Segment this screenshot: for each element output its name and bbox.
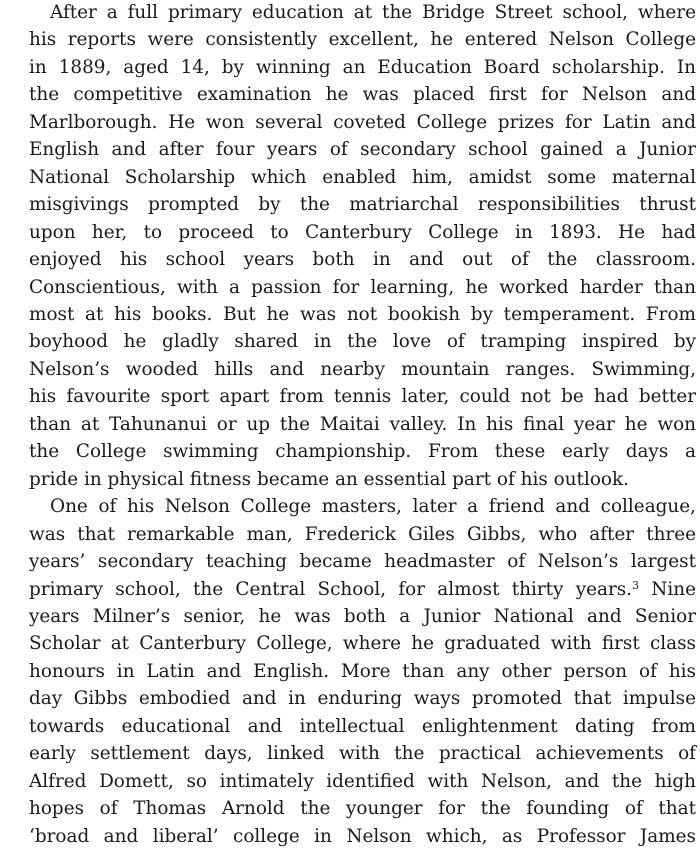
text-line: years’ secondary teaching became headmaster of Nelson’s largest (29, 551, 696, 573)
text-line: in 1889, aged 14, by winning an Education Board scholarship. In (29, 56, 696, 78)
text-line: English and after four years of secondary school gained a Junior (29, 139, 696, 161)
text-line: One of his Nelson College masters, later a friend and colleague, (50, 496, 696, 518)
text-line: National Scholarship which enabled him, amidst some maternal (29, 166, 696, 188)
text-line: early settlement days, linked with the practical achievements of (29, 743, 696, 765)
text-line: pride in physical fitness became an essential part of his outlook. (29, 468, 629, 490)
text-line: misgivings prompted by the matriarchal responsibilities thrust (29, 194, 696, 216)
text-line: the competitive examination he was placed first for Nelson and (29, 84, 696, 106)
text-line: Alfred Domett, so intimately identified with Nelson, and the high (29, 770, 696, 792)
text-line: Conscientious, with a passion for learning, he worked harder than (29, 276, 696, 298)
text-line: the College swimming championship. From these early days a (29, 441, 696, 463)
text-line: towards educational and intellectual enlightenment dating from (29, 715, 696, 737)
text-line: boyhood he gladly shared in the love of tramping inspired by (29, 331, 696, 353)
text-line: honours in Latin and English. More than any other person of his (29, 660, 696, 682)
text-line: Marlborough. He won several coveted College prizes for Latin and (29, 111, 696, 133)
text-line: his favourite sport apart from tennis later, could not be had better (29, 386, 696, 408)
text-line: Nelson’s wooded hills and nearby mountain ranges. Swimming, (29, 358, 696, 380)
footnote-ref[interactable]: 3 (632, 578, 640, 592)
text-line-with-footnote (8, 576, 696, 603)
text-line: than at Tahunanui or up the Maitai valley. In his final year he won (29, 413, 696, 435)
text-segment: primary school, the Central School, for almost thirty years. (29, 578, 633, 600)
text-line: most at his books. But he was not bookish by temperament. From (29, 303, 696, 325)
text-line: day Gibbs embodied and in enduring ways promoted that impulse (29, 688, 696, 710)
text-line: was that remarkable man, Frederick Giles Gibbs, who after three (29, 523, 696, 545)
text-line: enjoyed his school years both in and out of the classroom. (29, 249, 696, 271)
text-line: years Milner’s senior, he was both a Junior National and Senior (29, 605, 696, 627)
document-page (8, 0, 696, 850)
paragraph-1 (8, 0, 696, 493)
text-line: hopes of Thomas Arnold the younger for the founding of that (29, 798, 696, 820)
text-line: his reports were consistently excellent, he entered Nelson College (29, 29, 696, 51)
text-line: upon her, to proceed to Canterbury College in 1893. He had (29, 221, 696, 243)
text-line: Scholar at Canterbury College, where he graduated with first class (29, 633, 696, 655)
text-segment: Nine (651, 578, 696, 600)
paragraph-2 (8, 493, 696, 850)
text-line: ‘broad and liberal’ college in Nelson which, as Professor James (29, 825, 696, 847)
text-line: After a full primary education at the Bridge Street school, where (50, 2, 696, 23)
